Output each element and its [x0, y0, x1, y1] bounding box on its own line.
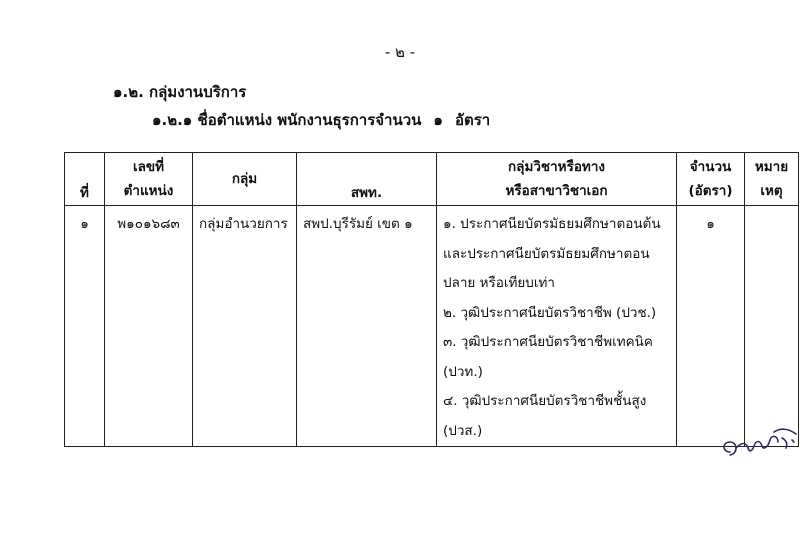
- table-row: [65, 206, 799, 447]
- position-heading: [152, 108, 490, 132]
- header-remark: หมาย เหตุ: [745, 153, 799, 206]
- header-position-no: เลขที่ ตำแหน่ง: [105, 153, 193, 206]
- cell-count: ๑: [677, 206, 745, 447]
- qualification-line: ๒. วุฒิประกาศนียบัตรวิชาชีพ (ปวช.): [443, 304, 657, 321]
- position-heading-prefix: ๑.๒.๑ ชื่อตำแหน่ง พนักงานธุรการจำนวน: [152, 111, 422, 129]
- qualification-line: ๓. วุฒิประกาศนียบัตรวิชาชีพเทคนิค: [443, 334, 653, 350]
- position-unit: อัตรา: [454, 111, 491, 129]
- header-office: สพท.: [297, 153, 437, 206]
- qualification-line: (ปวส.): [443, 422, 483, 439]
- cell-position-no: พ๑๐๑๖๘๓: [105, 206, 193, 447]
- handwritten-initials: [716, 422, 800, 462]
- cell-office: สพป.บุรีรัมย์ เขต ๑: [297, 206, 437, 447]
- header-qualification: กลุ่มวิชาหรือทาง หรือสาขาวิชาเอก: [437, 153, 677, 206]
- table-header-row: [65, 153, 799, 206]
- cell-qualification: [437, 206, 677, 447]
- cell-no: ๑: [65, 206, 105, 447]
- header-count: จำนวน (อัตรา): [677, 153, 745, 206]
- qualification-line: (ปวท.): [443, 363, 483, 380]
- qualification-line: ๑. ประกาศนียบัตรมัธยมศึกษาตอนต้น: [443, 216, 661, 232]
- section-heading: ๑.๒. กลุ่มงานบริการ: [113, 83, 247, 101]
- cell-group: กลุ่มอำนวยการ: [193, 206, 297, 447]
- position-table: [64, 152, 799, 447]
- qualification-line: ปลาย หรือเทียบเท่า: [443, 275, 555, 291]
- header-group: กลุ่ม: [193, 153, 297, 206]
- cell-remark: [745, 206, 799, 447]
- header-no: ที่: [65, 153, 105, 206]
- page-number: - ๒ -: [384, 43, 416, 61]
- qualification-line: และประกาศนียบัตรมัธยมศึกษาตอน: [443, 245, 650, 262]
- qualification-line: ๔. วุฒิประกาศนียบัตรวิชาชีพชั้นสูง: [443, 393, 647, 409]
- position-count: ๑: [433, 111, 443, 129]
